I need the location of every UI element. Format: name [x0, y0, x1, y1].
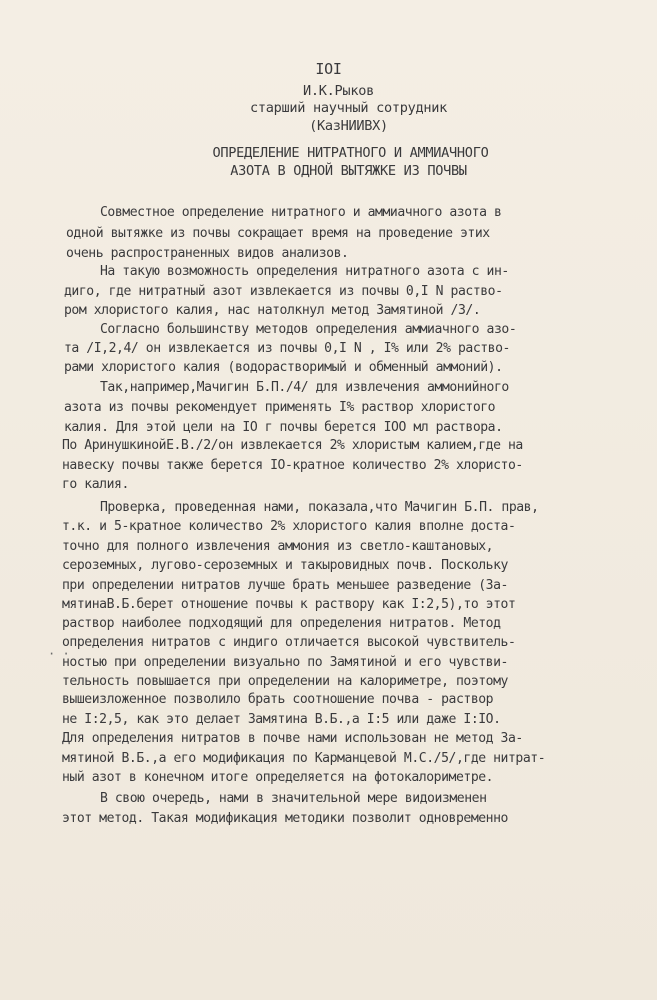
body-line: вышеизложенное позволило брать соотношение почва - раствор — [62, 692, 494, 707]
body-line: при определении нитратов лучше брать меньшее разведение (За- — [62, 578, 508, 593]
body-line: Так,например,Мачигин Б.П./4/ для извлечения аммонийного — [100, 380, 509, 395]
body-line: сероземных, лугово-сероземных и такыровидных почв. Поскольку — [62, 558, 508, 573]
body-line: Совместное определение нитратного и аммиачного азота в — [100, 205, 502, 220]
body-line: Проверка, проведенная нами, показала,что Мачигин Б.П. прав, — [100, 500, 539, 515]
body-line: ностью при определении визуально по Замятиной и его чувстви- — [62, 655, 508, 670]
body-line: тельность повышается при определении на калориметре, поэтому — [62, 674, 508, 689]
body-line: диго, где нитратный азот извлекается из почвы 0,I N раство- — [64, 284, 503, 299]
title-line-1: ОПРЕДЕЛЕНИЕ НИТРАТНОГО И АММИАЧНОГО — [212, 145, 489, 161]
author-organization: (КазНИИВХ) — [309, 118, 388, 134]
body-line: азота из почвы рекомендует применять I% раствор хлористого — [64, 400, 496, 415]
author-name: И.К.Рыков — [303, 83, 374, 99]
body-line: одной вытяжке из почвы сокращает время на проведение этих — [66, 226, 490, 241]
title-line-2: АЗОТА В ОДНОЙ ВЫТЯЖКЕ ИЗ ПОЧВЫ — [230, 163, 467, 179]
body-line: навеску почвы также берется IO-кратное количество 2% хлористо- — [62, 458, 523, 473]
body-line: го калия. — [62, 477, 129, 492]
body-line: рами хлористого калия (водорастворимый и обменный аммоний). — [64, 360, 503, 375]
body-line: На такую возможность определения нитратного азота с ин- — [100, 264, 509, 279]
body-line: Согласно большинству методов определения аммиачного азо- — [100, 322, 517, 337]
body-line: этот метод. Такая модификация методики позволит одновременно — [62, 811, 508, 826]
body-line: точно для полного извлечения аммония из светло-каштановых, — [62, 539, 494, 554]
body-line: не I:2,5, как это делает Замятина В.Б.,а I:5 или даже I:IO. — [62, 712, 501, 727]
body-line: По АринушкинойЕ.В./2/он извлекается 2% хлористым калием,где на — [62, 438, 523, 453]
author-position: старший научный сотрудник — [249, 100, 448, 116]
body-line: ром хлористого калия, нас натолкнул метод Замятиной /3/. — [64, 303, 481, 318]
body-line: ный азот в конечном итоге определяется на фотокалориметре. — [62, 770, 494, 785]
body-line: очень распространенных видов анализов. — [66, 246, 349, 261]
margin-mark: · · — [48, 647, 70, 661]
body-line: мятиной В.Б.,а его модификация по Карманцевой М.С./5/,где нитрат- — [62, 751, 546, 766]
body-line: Для определения нитратов в почве нами использован не метод За- — [62, 731, 523, 746]
body-line: калия. Для этой цели на IO г почвы берется IOO мл раствора. — [64, 420, 503, 435]
body-line: мятинаВ.Б.берет отношение почвы к раствору как I:2,5),то этот — [62, 597, 516, 612]
page-number: IOI — [315, 60, 342, 78]
body-line: т.к. и 5-кратное количество 2% хлористого калия вполне доста- — [62, 519, 516, 534]
body-line: определения нитратов с индиго отличается высокой чувствитель- — [62, 635, 516, 650]
body-line: та /I,2,4/ он извлекается из почвы 0,I N , I% или 2% раство- — [64, 341, 510, 356]
body-line: В свою очередь, нами в значительной мере видоизменен — [100, 791, 487, 806]
body-line: раствор наиболее подходящий для определения нитратов. Метод — [62, 616, 501, 631]
